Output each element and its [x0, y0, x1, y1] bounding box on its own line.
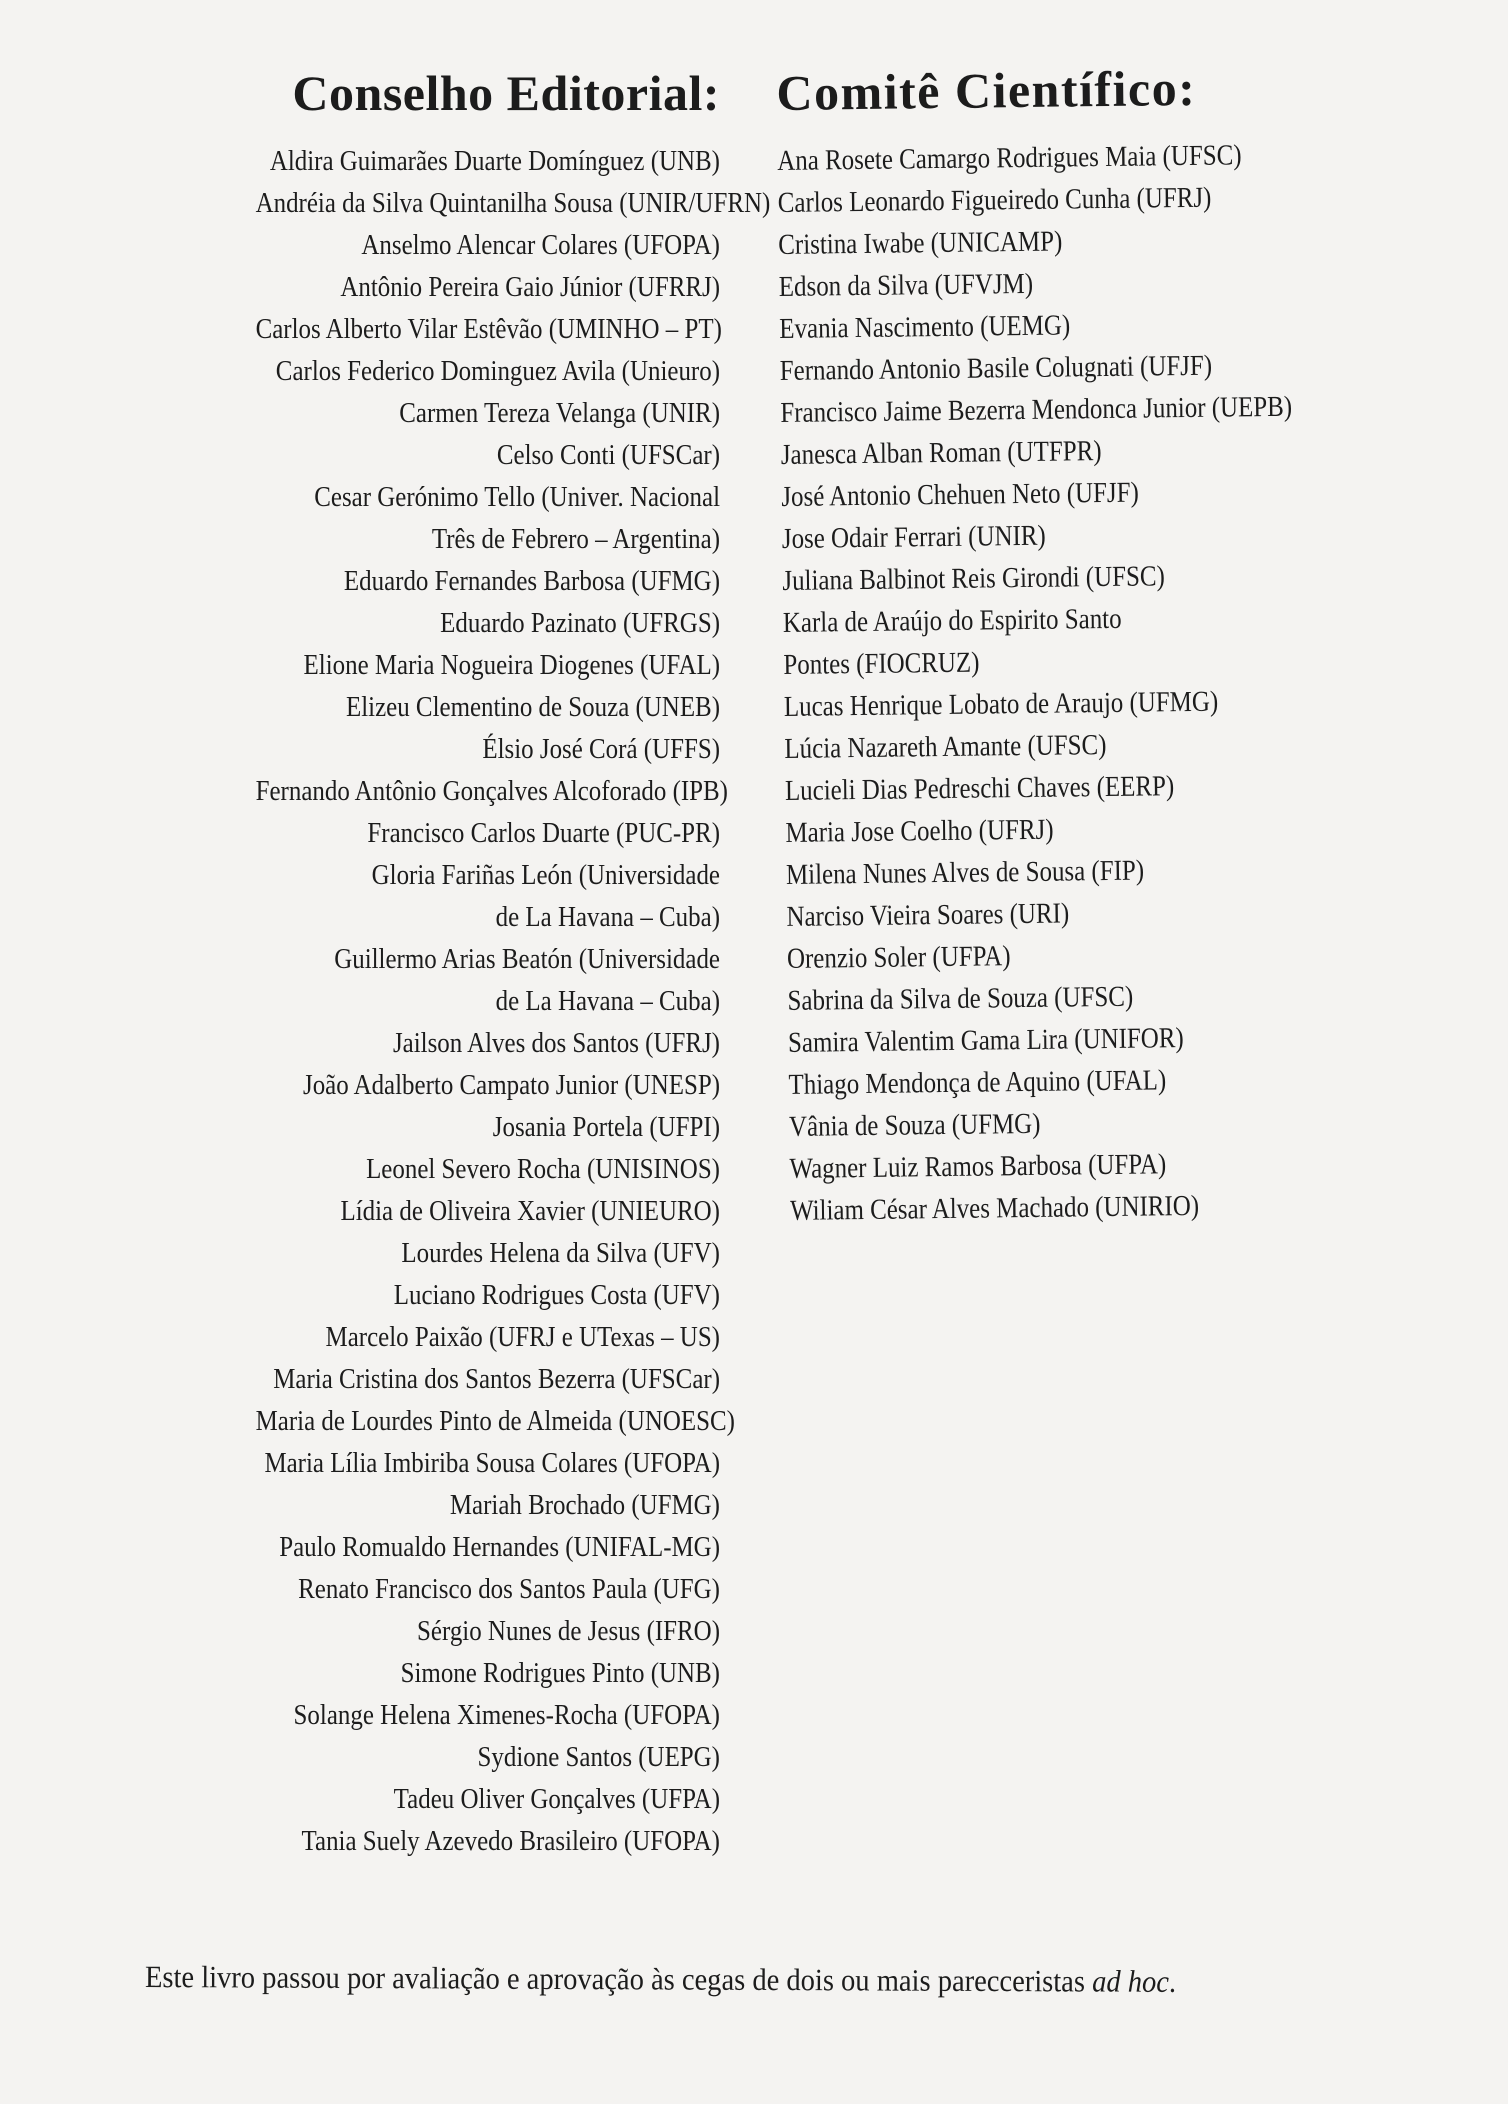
review-note-emphasis: ad hoc — [1092, 1963, 1170, 1999]
editorial-board-member: Cesar Gerónimo Tello (Univer. Nacional — [314, 481, 720, 513]
editorial-board-member: Anselmo Alencar Colares (UFOPA) — [361, 229, 720, 261]
editorial-board-member: Maria Lília Imbiriba Sousa Colares (UFOPA) — [264, 1447, 720, 1479]
editorial-board-member: Antônio Pereira Gaio Júnior (UFRRJ) — [340, 271, 720, 303]
editorial-board-column — [180, 58, 771, 1862]
scientific-committee-member: Janesca Alban Roman (UTFPR) — [780, 435, 1102, 471]
editorial-board-member: Tania Suely Azevedo Brasileiro (UFOPA) — [301, 1825, 720, 1857]
scientific-committee-list — [777, 132, 1430, 1232]
editorial-board-member: Mariah Brochado (UFMG) — [449, 1489, 720, 1521]
editorial-board-member: Solange Helena Ximenes-Rocha (UFOPA) — [293, 1699, 720, 1731]
editorial-board-member: Lourdes Helena da Silva (UFV) — [401, 1237, 720, 1269]
scientific-committee-member: Vânia de Souza (UFMG) — [788, 1107, 1041, 1143]
editorial-board-member: Leonel Severo Rocha (UNISINOS) — [366, 1153, 720, 1185]
editorial-board-member: Élsio José Corá (UFFS) — [482, 733, 720, 765]
editorial-board-member: Aldira Guimarães Duarte Domínguez (UNB) — [269, 145, 720, 177]
scientific-committee-member: Wiliam César Alves Machado (UNIRIO) — [789, 1189, 1200, 1227]
editorial-board-member: Três de Febrero – Argentina) — [431, 523, 720, 555]
editorial-board-member: Tadeu Oliver Gonçalves (UFPA) — [393, 1783, 720, 1815]
scientific-committee-member: Evania Nascimento (UEMG) — [779, 309, 1071, 345]
editorial-board-member: Gloria Fariñas León (Universidade — [371, 859, 720, 891]
editorial-board-member: de La Havana – Cuba) — [495, 985, 720, 1017]
review-note — [145, 1955, 1295, 2004]
scientific-committee-member: Thiago Mendonça de Aquino (UFAL) — [788, 1064, 1167, 1101]
editorial-board-member: João Adalberto Campato Junior (UNESP) — [302, 1069, 720, 1101]
scientific-committee-column — [776, 50, 1430, 1232]
scientific-committee-member: Ana Rosete Camargo Rodrigues Maia (UFSC) — [777, 139, 1242, 177]
scientific-committee-member: Karla de Araújo do Espirito Santo — [782, 602, 1122, 639]
editorial-board-member: Carmen Tereza Velanga (UNIR) — [399, 397, 720, 429]
editorial-board-member: Francisco Carlos Duarte (PUC-PR) — [367, 817, 720, 849]
editorial-board-list — [180, 140, 771, 1862]
review-note-period: . — [1168, 1963, 1177, 1999]
scientific-committee-member: Fernando Antonio Basile Colugnati (UFJF) — [779, 349, 1213, 387]
scientific-committee-member: Francisco Jaime Bezerra Mendonca Junior (UEPB) — [780, 390, 1293, 429]
scientific-committee-member: Narciso Vieira Soares (URI) — [786, 897, 1070, 933]
editorial-board-member: Renato Francisco dos Santos Paula (UFG) — [298, 1573, 720, 1605]
editorial-board-member: Luciano Rodrigues Costa (UFV) — [393, 1279, 720, 1311]
editorial-board-member: Marcelo Paixão (UFRJ e UTexas – US) — [325, 1321, 720, 1353]
editorial-board-title: Conselho Editorial: — [292, 65, 720, 121]
scientific-committee-member: Pontes (FIOCRUZ) — [783, 646, 980, 681]
editorial-board-member: Jailson Alves dos Santos (UFRJ) — [392, 1027, 720, 1059]
editorial-board-member: Paulo Romualdo Hernandes (UNIFAL-MG) — [279, 1531, 720, 1563]
scientific-committee-member: Cristina Iwabe (UNICAMP) — [778, 225, 1063, 261]
scientific-committee-member: Carlos Leonardo Figueiredo Cunha (UFRJ) — [777, 181, 1212, 219]
editorial-board-member: Elizeu Clementino de Souza (UNEB) — [345, 691, 720, 723]
editorial-board-member: Elione Maria Nogueira Diogenes (UFAL) — [303, 649, 720, 681]
editorial-board-member: Lídia de Oliveira Xavier (UNIEURO) — [340, 1195, 720, 1227]
scientific-committee-member: Lucieli Dias Pedreschi Chaves (EERP) — [784, 770, 1175, 807]
scientific-committee-member: José Antonio Chehuen Neto (UFJF) — [781, 476, 1140, 513]
scientific-committee-member: Lúcia Nazareth Amante (UFSC) — [784, 729, 1107, 765]
editorial-board-member: Eduardo Pazinato (UFRGS) — [440, 607, 720, 639]
scientific-committee-title: Comitê Científico: — [776, 59, 1197, 121]
editorial-board-member: Maria Cristina dos Santos Bezerra (UFSCar) — [273, 1363, 720, 1395]
editorial-board-member: Fernando Antônio Gonçalves Alcoforado (IPB) — [255, 775, 728, 807]
editorial-board-member: Eduardo Fernandes Barbosa (UFMG) — [343, 565, 720, 597]
editorial-board-member: Guillermo Arias Beatón (Universidade — [334, 943, 720, 975]
editorial-board-member: Josania Portela (UFPI) — [492, 1111, 720, 1143]
scientific-committee-member: Jose Odair Ferrari (UNIR) — [781, 519, 1046, 555]
editorial-board-member: Carlos Alberto Vilar Estêvão (UMINHO – PT) — [255, 313, 722, 345]
editorial-board-member: Maria de Lourdes Pinto de Almeida (UNOESC) — [255, 1405, 735, 1437]
editorial-board-member: Celso Conti (UFSCar) — [496, 439, 720, 471]
editorial-board-member: Carlos Federico Dominguez Avila (Unieuro) — [275, 355, 720, 387]
editorial-board-member: Sydione Santos (UEPG) — [477, 1741, 720, 1773]
scientific-committee-member: Sabrina da Silva de Souza (UFSC) — [787, 980, 1134, 1017]
scientific-committee-member: Milena Nunes Alves de Sousa (FIP) — [785, 854, 1145, 891]
scientific-committee-member: Juliana Balbinot Reis Girondi (UFSC) — [782, 560, 1165, 597]
editorial-board-member: de La Havana – Cuba) — [495, 901, 720, 933]
scientific-committee-member: Edson da Silva (UFVJM) — [778, 267, 1034, 303]
scientific-committee-member: Orenzio Soler (UFPA) — [786, 940, 1011, 975]
editorial-board-member: Simone Rodrigues Pinto (UNB) — [400, 1657, 720, 1689]
review-note-text: Este livro passou por avaliação e aprovação às cegas de dois ou mais parecceristas — [144, 1959, 1093, 1999]
editorial-board-member: Sérgio Nunes de Jesus (IFRO) — [417, 1615, 720, 1647]
scientific-committee-member: Samira Valentim Gama Lira (UNIFOR) — [787, 1022, 1184, 1059]
scientific-committee-member: Wagner Luiz Ramos Barbosa (UFPA) — [789, 1148, 1167, 1185]
scientific-committee-member: Maria Jose Coelho (UFRJ) — [785, 813, 1054, 849]
scientific-committee-member: Lucas Henrique Lobato de Araujo (UFMG) — [783, 685, 1219, 723]
editorial-board-member: Andréia da Silva Quintanilha Sousa (UNIR/UFRN) — [255, 187, 771, 219]
